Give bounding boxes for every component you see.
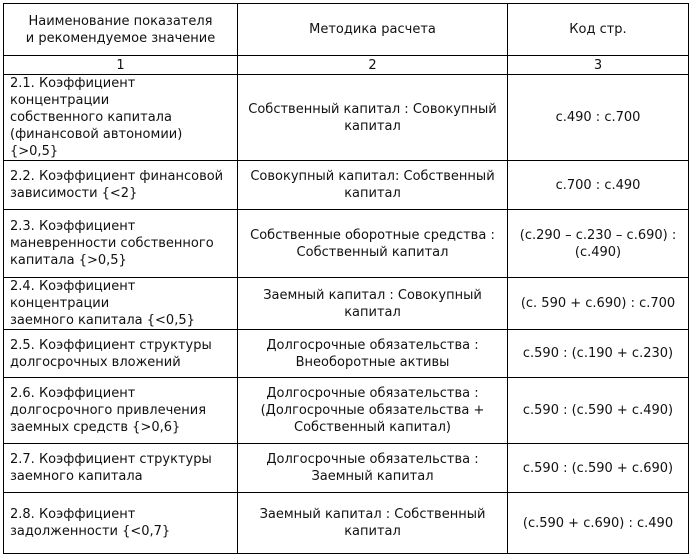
calculation-method: Долгосрочные обязательства : Внеоборотные активы: [238, 330, 508, 378]
column-number-row: [4, 56, 689, 75]
calculation-method: Заемный капитал : Совокупный капитал: [238, 278, 508, 330]
calculation-method: Долгосрочные обязательства : Заемный капитал: [238, 444, 508, 493]
indicator-name: 2.5. Коэффициент структуры долгосрочных вложений: [4, 330, 238, 378]
line-code: с.590 : (с.190 + с.230): [508, 330, 689, 378]
line-code: (с.290 – с.230 – с.690) : (с.490): [508, 210, 689, 278]
column-number-3: 3: [508, 56, 689, 75]
line-code: с.590 : (с.590 + с.490): [508, 378, 689, 444]
line-code: с.490 : с.700: [508, 75, 689, 161]
line-code: (с.590 + с.690) : с.490: [508, 493, 689, 554]
column-number-2: 2: [238, 56, 508, 75]
table-row: [4, 210, 689, 278]
header-calculation-method: Методика расчета: [238, 4, 508, 56]
line-code: (с. 590 + с.690) : с.700: [508, 278, 689, 330]
table-row: [4, 161, 689, 210]
table-row: [4, 444, 689, 493]
table-row: [4, 493, 689, 554]
calculation-method: Долгосрочные обязательства : (Долгосрочные обязательства + Собственный капитал): [238, 378, 508, 444]
indicator-name: 2.3. Коэффициент маневренности собственного капитала {>0,5}: [4, 210, 238, 278]
calculation-method: Собственный капитал : Совокупный капитал: [238, 75, 508, 161]
line-code: с.590 : (с.590 + с.690): [508, 444, 689, 493]
calculation-method: Заемный капитал : Собственный капитал: [238, 493, 508, 554]
indicator-name: 2.8. Коэффициент задолженности {<0,7}: [4, 493, 238, 554]
header-line-code: Код стр.: [508, 4, 689, 56]
indicator-name: 2.1. Коэффициент концентрации собственного капитала (финансовой автономии) {>0,5}: [4, 75, 238, 161]
table-row: [4, 378, 689, 444]
calculation-method: Совокупный капитал: Собственный капитал: [238, 161, 508, 210]
indicator-name: 2.2. Коэффициент финансовой зависимости {<2}: [4, 161, 238, 210]
indicator-name: 2.7. Коэффициент структуры заемного капитала: [4, 444, 238, 493]
column-number-1: 1: [4, 56, 238, 75]
calculation-method: Собственные оборотные средства : Собственный капитал: [238, 210, 508, 278]
header-row: [4, 4, 689, 56]
indicator-name: 2.6. Коэффициент долгосрочного привлечения заемных средств {>0,6}: [4, 378, 238, 444]
table-row: [4, 75, 689, 161]
table-row: [4, 278, 689, 330]
indicator-name: 2.4. Коэффициент концентрации заемного капитала {<0,5}: [4, 278, 238, 330]
line-code: с.700 : с.490: [508, 161, 689, 210]
table-row: [4, 330, 689, 378]
indicators-table: [3, 3, 689, 554]
header-indicator-name: Наименование показателя и рекомендуемое значение: [4, 4, 238, 56]
